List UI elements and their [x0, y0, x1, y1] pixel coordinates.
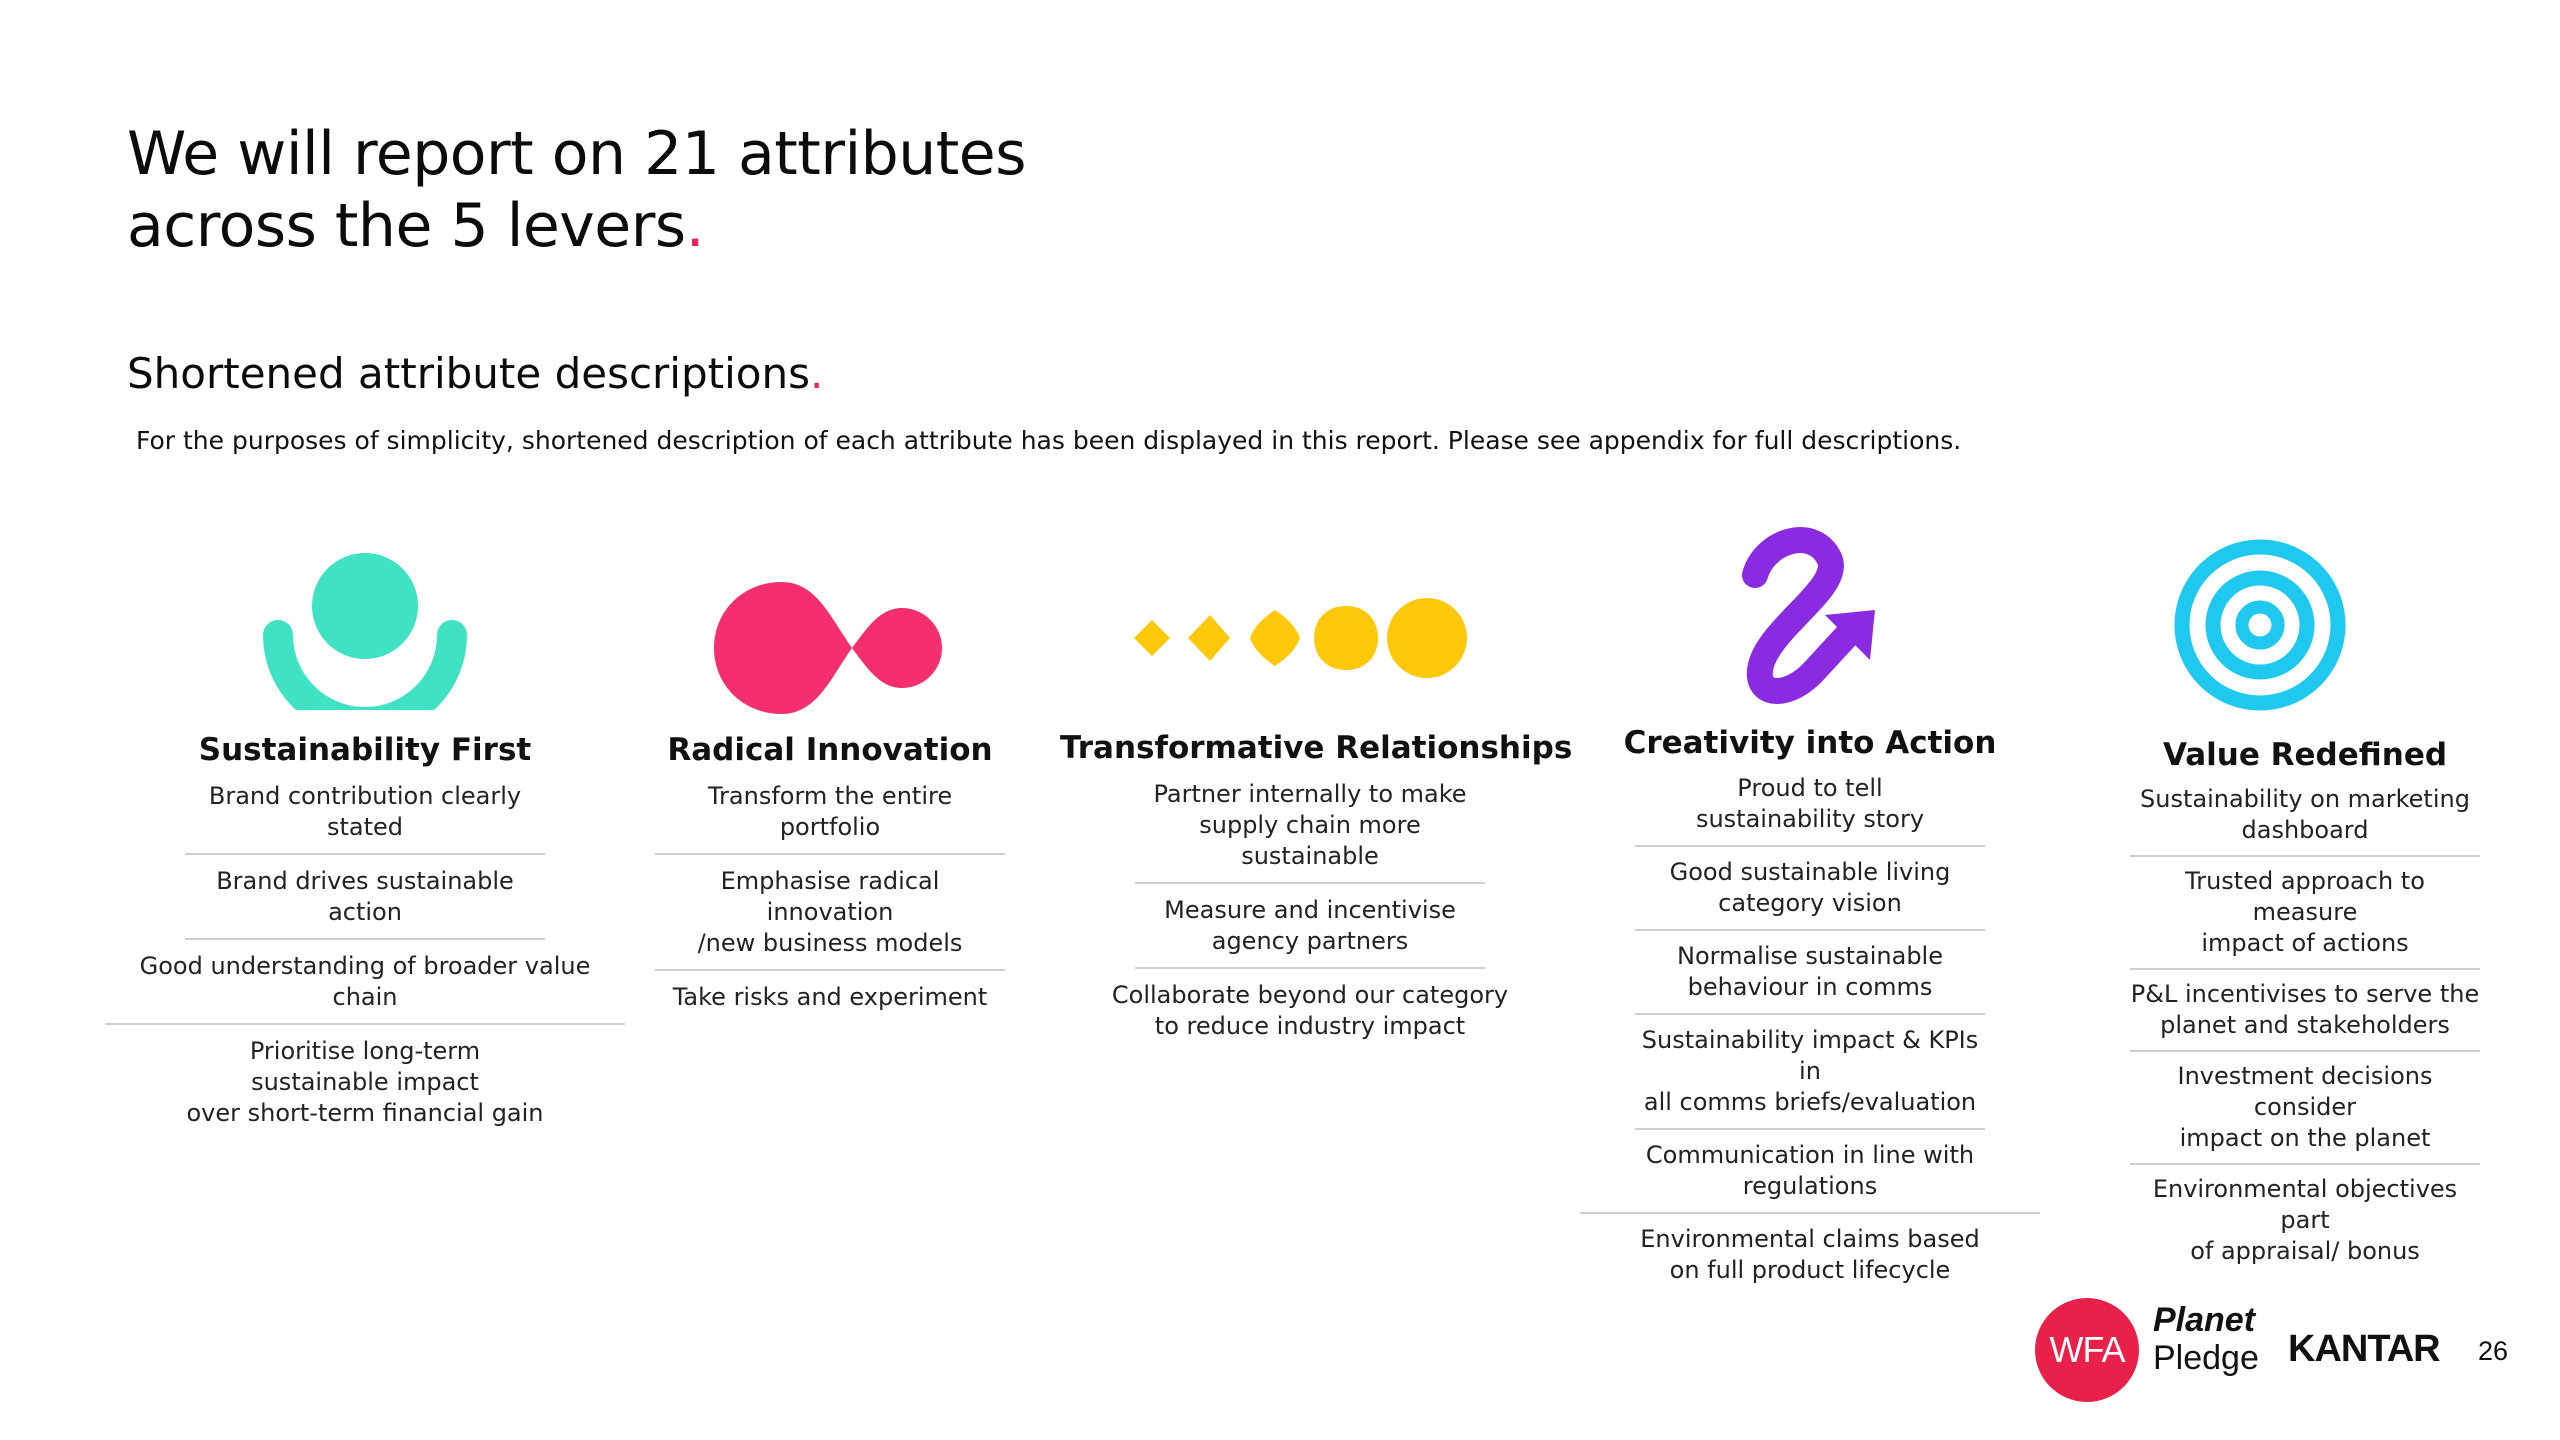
attribute-item: Good sustainable living category vision: [1635, 847, 1985, 931]
squiggle-arrow-icon: [1735, 520, 1885, 710]
lever-sustainability-first: [90, 540, 640, 1139]
lever-title: Creativity into Action: [1623, 725, 1997, 761]
lever-title: Radical Innovation: [667, 732, 993, 768]
attribute-item: Trusted approach to measure impact of actions: [2130, 857, 2480, 970]
lever-value-redefined: [2070, 535, 2540, 1276]
attribute-item: Normalise sustainable behaviour in comms: [1635, 931, 1985, 1015]
attribute-item: Sustainability on marketing dashboard: [2130, 775, 2480, 857]
title-line-1: We will report on 21 attributes: [127, 119, 1026, 189]
lever-creativity-into-action: [1570, 520, 2050, 1296]
attribute-item: Environmental objectives part of appraisal/ bonus: [2152, 1175, 2458, 1265]
growing-diamonds-icon: [1130, 590, 1490, 690]
section-subtitle: [127, 348, 823, 400]
attribute-list: [1570, 763, 2050, 1296]
attribute-list: [640, 770, 1020, 1023]
lever-title: Value Redefined: [2162, 737, 2448, 773]
subtitle-text: Shortened attribute descriptions: [127, 349, 810, 398]
attribute-item: Brand contribution clearly stated: [185, 770, 545, 855]
title-line-2: [127, 190, 1026, 262]
footer: [2035, 1298, 2535, 1410]
attribute-item: Prioritise long-term sustainable impact over short-term financial gain: [186, 1037, 544, 1127]
attribute-item: Measure and incentivise agency partners: [1135, 884, 1485, 969]
title-accent-dot: .: [685, 191, 705, 261]
attribute-list: [2070, 775, 2540, 1276]
attribute-item: Environmental claims based on full product lifecycle: [1640, 1225, 1980, 1284]
attribute-item: Sustainability impact & KPIs in all comms briefs/evaluation: [1635, 1015, 1985, 1130]
title-line-2-text: across the 5 levers: [127, 191, 686, 261]
attribute-item: Communication in line with regulations: [1580, 1130, 2040, 1214]
target-rings-icon: [2170, 535, 2350, 715]
lever-transformative-relationships: [1060, 540, 1573, 1052]
wfa-logo: WFA: [2035, 1298, 2139, 1402]
page-number: 26: [2478, 1336, 2509, 1366]
subtitle-accent-dot: .: [809, 349, 824, 398]
attribute-item: Collaborate beyond our category to reduce industry impact: [1111, 981, 1509, 1040]
attribute-item: Take risks and experiment: [672, 983, 988, 1011]
kantar-logo: KANTAR: [2288, 1328, 2440, 1370]
attribute-list: [1060, 768, 1560, 1052]
smile-circle-icon: [260, 540, 470, 710]
attribute-item: Emphasise radical innovation /new business models: [655, 855, 1005, 971]
attribute-item: Brand drives sustainable action: [185, 855, 545, 940]
page-title: [127, 118, 1026, 262]
intro-text: For the purposes of simplicity, shortened description of each attribute has been displayed in this report. Please see appendix for full descriptions.: [136, 426, 1962, 455]
lever-title: Sustainability First: [198, 732, 532, 768]
attribute-item: Proud to tell sustainability story: [1635, 763, 1985, 847]
attribute-list: [90, 770, 640, 1139]
attribute-item: P&L incentivises to serve the planet and stakeholders: [2130, 970, 2480, 1052]
attribute-item: Transform the entire portfolio: [655, 770, 1005, 855]
lever-title: Transformative Relationships: [1060, 730, 1573, 766]
lever-radical-innovation: [640, 540, 1020, 1023]
attribute-item: Good understanding of broader value chain: [105, 940, 625, 1025]
planet-pledge-logo-bottom: Pledge: [2153, 1339, 2259, 1377]
infinity-blob-icon: [712, 580, 952, 720]
attribute-item: Investment decisions consider impact on the planet: [2130, 1052, 2480, 1165]
attribute-item: Partner internally to make supply chain more sustainable: [1135, 768, 1485, 884]
planet-pledge-logo-top: Planet: [2153, 1301, 2256, 1339]
